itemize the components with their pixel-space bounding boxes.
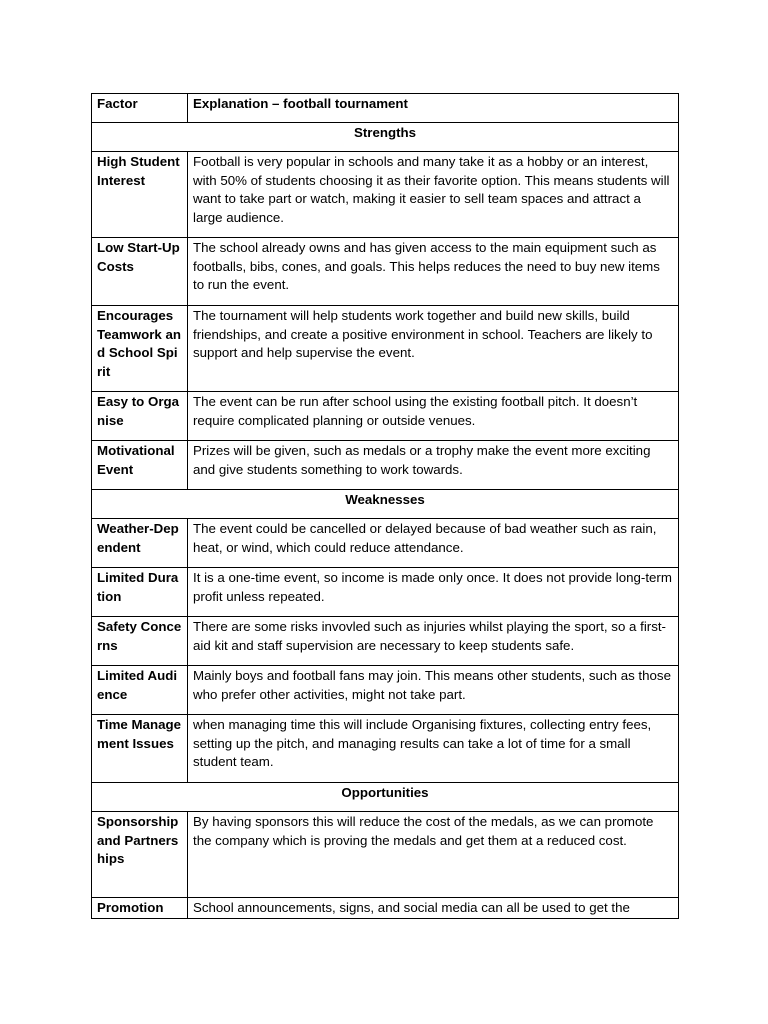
table-row [92, 392, 679, 441]
explanation-cell: The event could be cancelled or delayed because of bad weather such as rain, heat, or wind, which could reduce attendance. [188, 519, 679, 568]
factor-cell: Weather-Dependent [92, 519, 188, 568]
table-row [92, 152, 679, 238]
section-title: Opportunities [92, 783, 679, 812]
table-row [92, 666, 679, 715]
table-row [92, 238, 679, 306]
factor-cell: Easy to Organise [92, 392, 188, 441]
explanation-cell: The school already owns and has given access to the main equipment such as footballs, bibs, cones, and goals. This helps reduces the need to buy new items to run the event. [188, 238, 679, 306]
header-explanation: Explanation – football tournament [188, 94, 679, 123]
table-row [92, 812, 679, 898]
section-row-weaknesses [92, 490, 679, 519]
factor-cell: Time Management Issues [92, 715, 188, 783]
factor-cell: Promotion [92, 898, 188, 919]
explanation-cell: Mainly boys and football fans may join. This means other students, such as those who prefer other activities, might not take part. [188, 666, 679, 715]
explanation-cell: The tournament will help students work together and build new skills, build friendships, and create a positive environment in school. Teachers are likely to support and help supervise the event. [188, 306, 679, 392]
table-header-row [92, 94, 679, 123]
explanation-cell: Prizes will be given, such as medals or a trophy make the event more exciting and give students something to work towards. [188, 441, 679, 490]
header-factor: Factor [92, 94, 188, 123]
section-row-strengths [92, 123, 679, 152]
section-title: Weaknesses [92, 490, 679, 519]
table-row [92, 306, 679, 392]
swot-table [91, 93, 679, 919]
table-row [92, 441, 679, 490]
explanation-cell: The event can be run after school using the existing football pitch. It doesn’t require complicated planning or outside venues. [188, 392, 679, 441]
explanation-cell: when managing time this will include Organising fixtures, collecting entry fees, setting up the pitch, and managing results can take a lot of time for a small student team. [188, 715, 679, 783]
table-row [92, 519, 679, 568]
table-row [92, 617, 679, 666]
factor-cell: Sponsorship and Partnerships [92, 812, 188, 898]
explanation-cell: It is a one-time event, so income is made only once. It does not provide long-term profit unless repeated. [188, 568, 679, 617]
section-row-opportunities [92, 783, 679, 812]
explanation-cell: By having sponsors this will reduce the cost of the medals, as we can promote the company which is proving the medals and get them at a reduced cost. [188, 812, 679, 898]
factor-cell: Safety Concerns [92, 617, 188, 666]
explanation-cell: Football is very popular in schools and many take it as a hobby or an interest, with 50% of students choosing it as their favorite option. This means students will want to take part or watch, making it easier to sell team spaces and attract a large audience. [188, 152, 679, 238]
table-row [92, 898, 679, 919]
factor-cell: Low Start-Up Costs [92, 238, 188, 306]
explanation-cell: There are some risks invovled such as injuries whilst playing the sport, so a first-aid kit and staff supervision are necessary to keep students safe. [188, 617, 679, 666]
table-row [92, 568, 679, 617]
section-title: Strengths [92, 123, 679, 152]
factor-cell: High Student Interest [92, 152, 188, 238]
factor-cell: Motivational Event [92, 441, 188, 490]
factor-cell: Limited Audience [92, 666, 188, 715]
explanation-cell: School announcements, signs, and social media can all be used to get the [188, 898, 679, 919]
factor-cell: Encourages Teamwork and School Spirit [92, 306, 188, 392]
table-row [92, 715, 679, 783]
factor-cell: Limited Duration [92, 568, 188, 617]
